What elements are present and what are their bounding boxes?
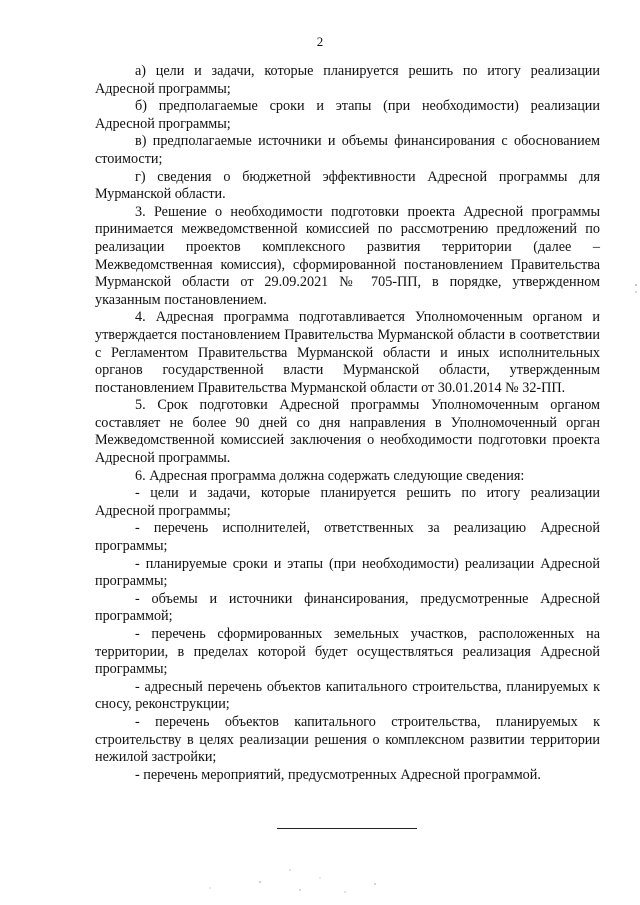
list-item: - перечень объектов капитального строительства, планируемых к строительству в целях реализации решения о комплексном развитии территории нежилой застройки; [95, 713, 600, 766]
paragraph-3: 3. Решение о необходимости подготовки проекта Адресной программы принимается межведомственной комиссией по рассмотрению предложений по реализации проектов комплексного развития территории (далее – Межведомственная комиссия), сформированной постановлением Правительства Мурманской области от 29.09.2021 № 705-ПП, в порядке, утвержденном указанным постановлением. [95, 203, 600, 308]
list-item: - цели и задачи, которые планируется решить по итогу реализации Адресной программы; [95, 485, 600, 519]
list-item: - перечень мероприятий, предусмотренных Адресной программой. [135, 766, 541, 783]
paragraph-4: 4. Адресная программа подготавливается Уполномоченным органом и утверждается постановлением Правительства Мурманской области в соответствии с Регламентом Правительства Мурманской области и иных исполнительных органов государственной власти Мурманской области, утвержденным постановлением Правительства Мурманской области от 30.01.2014 № 32-ПП. [95, 309, 600, 396]
paragraph-g: г) сведения о бюджетной эффективности Адресной программы для Мурманской области. [95, 168, 600, 203]
paragraph-b: б) предполагаемые сроки и этапы (при необходимости) реализации Адресной программы; [95, 98, 600, 132]
list-item: - адресный перечень объектов капитального строительства, планируемых к сносу, реконструкции; [95, 678, 600, 713]
list-item: - перечень исполнителей, ответственных за реализацию Адресной программы; [95, 520, 600, 555]
page-number: 2 [316, 34, 324, 49]
list-item: - планируемые сроки и этапы (при необходимости) реализации Адресной программы; [95, 555, 600, 590]
list-item: - объемы и источники финансирования, предусмотренные Адресной программой; [95, 590, 600, 625]
list-item: - перечень сформированных земельных участков, расположенных на территории, в пределах которой будет осуществляться реализация Адресной программы; [95, 626, 600, 678]
paragraph-5: 5. Срок подготовки Адресной программы Уполномоченным органом составляет не более 90 дней со дня направления в Уполномоченный орган Межведомственной комиссией заключения о необходимости подготовки проекта Адресной программы. [95, 397, 600, 467]
paragraph-a: а) цели и задачи, которые планируется решить по итогу реализации Адресной программы; [95, 63, 600, 97]
paragraph-6: 6. Адресная программа должна содержать следующие сведения: [135, 467, 525, 484]
paragraph-v: в) предполагаемые источники и объемы финансирования с обоснованием стоимости; [95, 133, 600, 167]
